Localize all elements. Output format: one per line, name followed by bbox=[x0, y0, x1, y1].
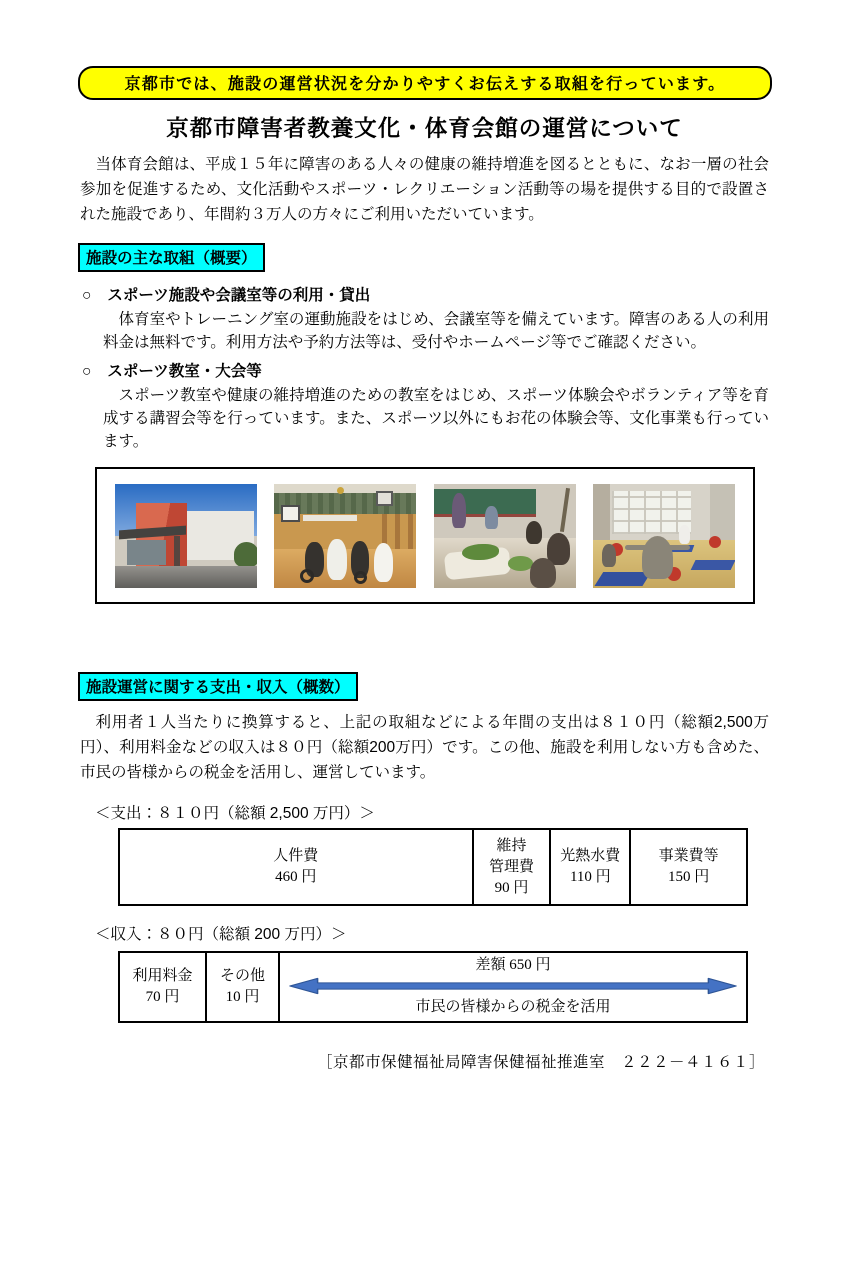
circle-bullet-icon: ○ bbox=[82, 363, 92, 380]
photo-pillar bbox=[174, 536, 180, 567]
photo-duct bbox=[303, 515, 357, 521]
flower-class-photo bbox=[434, 484, 576, 588]
photo-exercise-mat bbox=[690, 560, 735, 570]
building-exterior-photo bbox=[115, 484, 257, 588]
income-cell-other bbox=[207, 953, 280, 1021]
photo-plant bbox=[508, 556, 534, 571]
list-item-title-text: スポーツ教室・大会等 bbox=[107, 363, 262, 380]
cell-line: 460 円 bbox=[275, 869, 317, 885]
photo-ball bbox=[337, 487, 344, 494]
difference-label: 差額 650 円 bbox=[475, 957, 551, 973]
photo-backboard bbox=[376, 491, 393, 507]
photo-person bbox=[679, 525, 690, 544]
cell-line: 70 円 bbox=[145, 989, 180, 1005]
photo-entrance-glass bbox=[127, 540, 165, 565]
photo-person bbox=[602, 544, 616, 567]
cell-line: 光熱水費 bbox=[560, 848, 621, 864]
circle-bullet-icon: ○ bbox=[82, 287, 92, 304]
finance-paragraph: 利用者１人当たりに換算すると、上記の取組などによる年間の支出は８１０円（総額2,500万円）、利用料金などの収入は８０円（総額200万円）です。この他、施設を利用しない方も含めた、市民の皆様からの税金を活用し、運営しています。 bbox=[80, 714, 769, 781]
cell-line: 利用料金 bbox=[132, 968, 193, 984]
expense-cell-personnel bbox=[119, 829, 473, 905]
photo-ground bbox=[115, 566, 257, 588]
cell-line: 110 円 bbox=[569, 869, 611, 885]
section-heading-activities: 施設の主な取組（概要） bbox=[78, 243, 265, 272]
income-cell-usage-fees bbox=[120, 953, 207, 1021]
income-label: ＜収入：８０円（総額 200 万円）＞ bbox=[95, 926, 347, 943]
list-item-facility-rental bbox=[82, 283, 769, 354]
section-heading-finance: 施設運営に関する支出・収入（概数） bbox=[78, 672, 358, 701]
photo-person bbox=[485, 506, 498, 529]
list-item-classes-events bbox=[82, 359, 769, 453]
cell-line: 事業費等 bbox=[658, 848, 719, 864]
cell-line: その他 bbox=[219, 968, 265, 984]
photo-curtain bbox=[593, 484, 610, 544]
photo-wheelchair-wheel bbox=[300, 569, 314, 583]
wheelchair-sports-gym-photo bbox=[274, 484, 416, 588]
cell-line: 90 円 bbox=[494, 879, 529, 896]
photo-tree bbox=[234, 542, 257, 567]
expense-table bbox=[118, 828, 748, 906]
intro-paragraph: 当体育会館は、平成１５年に障害のある人々の健康の維持増進を図るとともに、なお一層の社会参加を促進するため、文化活動やスポーツ・レクリエーション活動等の場を提供する目的で設置された施設であり、年間約３万人の方々にご利用いただいています。 bbox=[80, 156, 769, 223]
photo-branch bbox=[560, 488, 570, 532]
page-title: 京都市障害者教養文化・体育会館の運営について bbox=[166, 116, 683, 141]
photo-strip bbox=[95, 467, 755, 604]
list-item-body: スポーツ教室や健康の維持増進のための教室をはじめ、スポーツ体験会やボランティア等を育成する講習会等を行っています。また、スポーツ以外にもお花の体験会等、文化事業も行っています。 bbox=[103, 387, 769, 450]
expense-cell-maintenance bbox=[473, 829, 551, 905]
income-difference-cell bbox=[280, 953, 746, 1021]
cell-line: 維持 bbox=[496, 837, 527, 854]
list-item-title bbox=[82, 283, 769, 305]
photo-person bbox=[526, 521, 542, 544]
photo-person bbox=[327, 539, 347, 581]
expense-cell-utilities bbox=[550, 829, 630, 905]
list-item-body: 体育室やトレーニング室の運動施設をはじめ、会議室等を備えています。障害のある人の利用料金は無料です。利用方法や予約方法等は、受付やホームページ等でご確認ください。 bbox=[103, 311, 769, 351]
photo-instructor bbox=[452, 493, 466, 528]
cell-line: 150 円 bbox=[667, 869, 710, 885]
photo-person-arms bbox=[625, 545, 690, 550]
difference-note: 市民の皆様からの税金を活用 bbox=[415, 999, 611, 1015]
exercise-room-photo bbox=[593, 484, 735, 588]
footer-contact: ［京都市保健福祉局障害保健福祉推進室 ２２２－４１６１］ bbox=[316, 1054, 765, 1071]
expense-cell-projects bbox=[630, 829, 747, 905]
photo-person bbox=[374, 543, 394, 583]
cell-line: 管理費 bbox=[489, 858, 535, 875]
notice-banner-text: 京都市では、施設の運営状況を分かりやすくお伝えする取組を行っています。 bbox=[124, 76, 726, 93]
list-item-title-text: スポーツ施設や会議室等の利用・貸出 bbox=[107, 287, 371, 304]
double-arrow-icon bbox=[288, 977, 738, 995]
list-item-title bbox=[82, 359, 769, 381]
photo-wall bbox=[710, 484, 736, 542]
expense-label: ＜支出：８１０円（総額 2,500 万円）＞ bbox=[95, 805, 375, 822]
table-row bbox=[119, 829, 747, 905]
photo-person bbox=[642, 536, 673, 580]
cell-line: 10 円 bbox=[225, 989, 260, 1005]
notice-banner bbox=[78, 66, 772, 100]
photo-backboard bbox=[281, 505, 299, 522]
photo-person bbox=[530, 558, 556, 587]
income-table bbox=[118, 951, 748, 1023]
cell-line: 人件費 bbox=[273, 848, 319, 864]
